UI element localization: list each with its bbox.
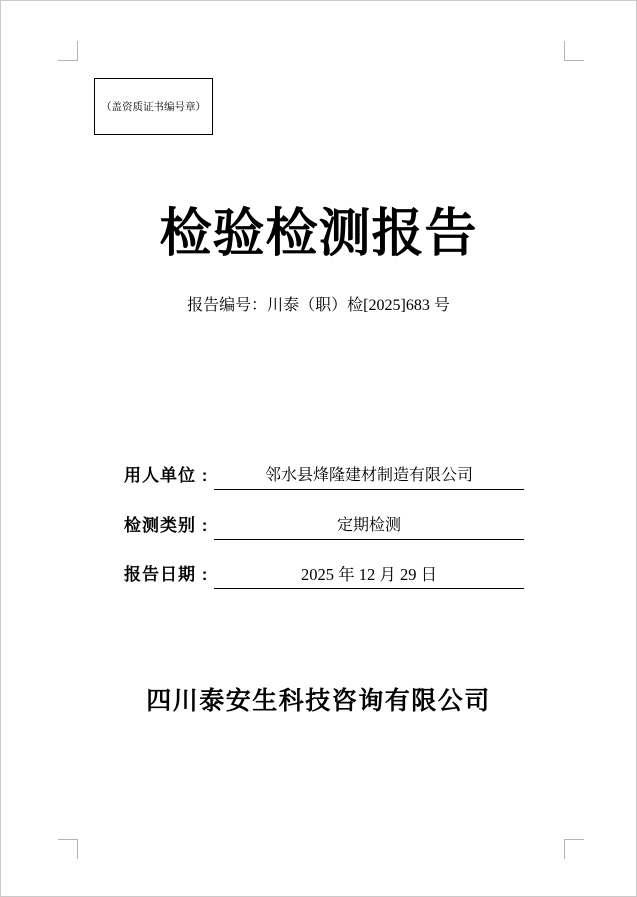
- company-name: 四川泰安生科技咨询有限公司: [146, 688, 491, 715]
- report-date-value: 2025 年 12 月 29 日: [214, 564, 524, 589]
- report-title: 检验检测报告: [159, 206, 478, 263]
- margin-mark-top-left: [58, 41, 78, 61]
- stamp-note: （盖资质证书编号章）: [101, 102, 206, 113]
- employer-label: 用人单位 :: [124, 466, 209, 485]
- stamp-box: [94, 78, 213, 135]
- employer-value: 邻水县烽隆建材制造有限公司: [214, 465, 524, 490]
- report-number: 报告编号：川泰（职）检[2025]683 号: [187, 297, 450, 314]
- margin-mark-bottom-right: [564, 839, 584, 859]
- report-date-label: 报告日期 :: [124, 565, 209, 584]
- margin-mark-top-right: [564, 41, 584, 61]
- inspection-type-value: 定期检测: [214, 515, 524, 540]
- inspection-type-label: 检测类别 :: [124, 516, 209, 535]
- margin-mark-bottom-left: [58, 839, 78, 859]
